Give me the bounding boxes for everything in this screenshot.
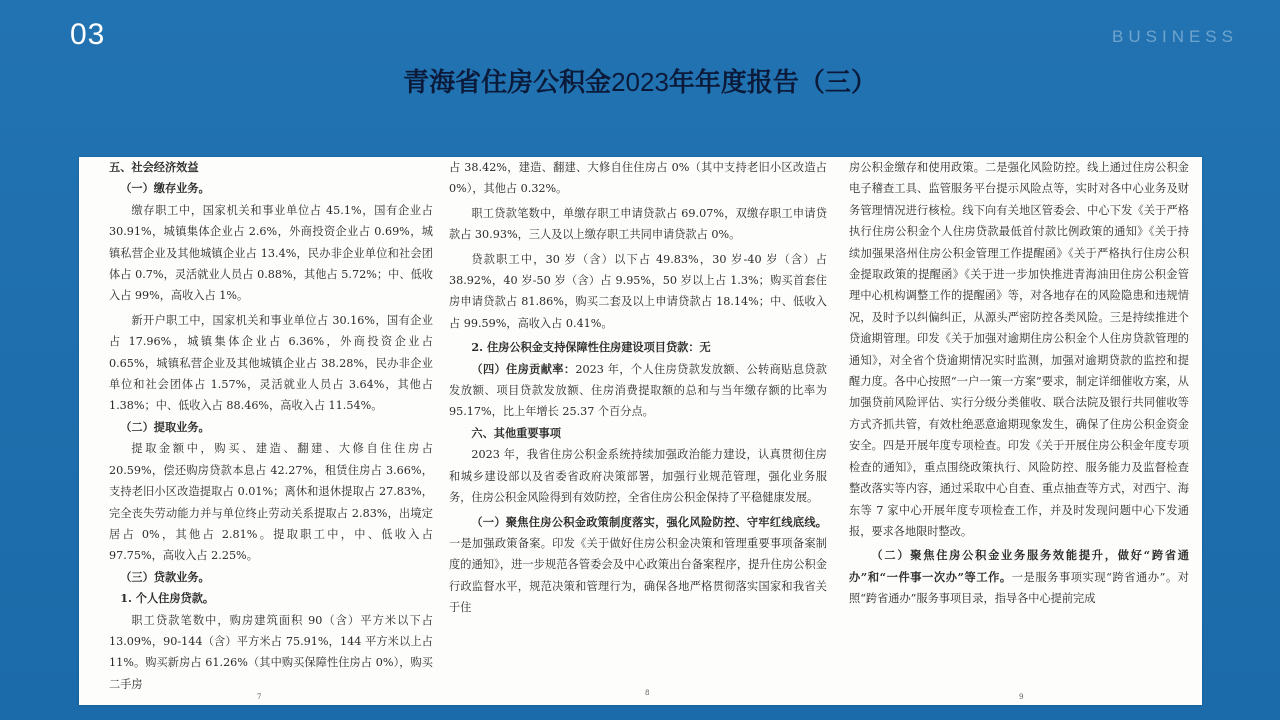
- section-heading: 五、社会经济效益: [109, 160, 199, 174]
- paragraph: 缴存职工中，国家机关和事业单位占 45.1%，国有企业占 30.91%，城镇集体企业占 2.6%，外商投资企业占 0.69%，城镇私营企业及其他城镇企业占 13.4%，民办非企业单位和社会团体占 0.7%，灵活就业人员占 0.88%，其他占 5.72%；中、低收入占 99%，高收入占 1%。: [109, 203, 433, 303]
- subsection-heading: 1. 个人住房贷款。: [120, 591, 215, 606]
- paragraph-lead: （一）聚焦住房公积金政策制度落实，强化风险防控、守牢红线底线。: [471, 514, 827, 529]
- section-heading: 六、其他重要事项: [471, 425, 561, 440]
- slide-number: 03: [70, 18, 106, 51]
- subsection-heading: 2. 住房公积金支持保障性住房建设项目贷款：无: [471, 340, 711, 355]
- document-column-1: [109, 157, 433, 705]
- page-number: 9: [1019, 693, 1024, 701]
- brand-text: BUSINESS: [1112, 27, 1238, 46]
- page-number: 7: [257, 693, 262, 701]
- subsection-heading: （三）贷款业务。: [120, 569, 210, 584]
- title-part-1: 青海省住房公积金: [403, 68, 612, 98]
- paragraph: 2023 年，我省住房公积金系统持续加强政治能力建设，认真贯彻住房和城乡建设部以及省委省政府决策部署，加强行业规范管理，强化业务服务，住房公积金风险得到有效防控，全省住房公积金保持了平稳健康发展。: [449, 448, 827, 505]
- document-scan: [79, 157, 1202, 705]
- paragraph: [449, 512, 827, 619]
- subsection-heading: （二）提取业务。: [120, 419, 210, 434]
- paragraph: [449, 359, 827, 423]
- paragraph: 贷款职工中，30 岁（含）以下占 49.83%，30 岁-40 岁（含）占 38.92%，40 岁-50 岁（含）占 9.95%，50 岁以上占 1.3%；购买首套住房申请贷款占 81.86%，购买二套及以上申请贷款占 18.14%；中、低收入占 99.59%，高收入占 0.41%。: [449, 252, 827, 330]
- paragraph: 占 38.42%，建造、翻建、大修自住住房占 0%（其中支持老旧小区改造占 0%），其他占 0.32%。: [449, 161, 827, 196]
- paragraph-text: 一是加强政策备案。印发《关于做好住房公积金决策和管理重要事项备案制度的通知》，进一步规范各管委会及中心政策出台备案程序，提升住房公积金行政监督水平，规范决策和管理行为，确保各地严格贯彻落实国家和我省关于住: [449, 536, 827, 615]
- paragraph: 提取金额中，购买、建造、翻建、大修自住住房占 20.59%，偿还购房贷款本息占 42.27%，租赁住房占 3.66%，支持老旧小区改造提取占 0.01%；离休和退休提取占 27.83%，完全丧失劳动能力并与单位终止劳动关系提取占 2.83%，出境定居占 0%，其他占 2.81%。提取职工中，中、低收入占 97.75%，高收入占 2.25%。: [109, 442, 433, 563]
- paragraph: [849, 545, 1189, 609]
- title-year: 2023: [611, 67, 669, 97]
- title-part-2: 年年度报告（三）: [668, 68, 877, 98]
- paragraph: 职工贷款笔数中，单缴存职工申请贷款占 69.07%，双缴存职工申请贷款占 30.93%，三人及以上缴存职工共同申请贷款占 0%。: [449, 206, 827, 242]
- page-title: [0, 62, 1280, 99]
- paragraph-text: 2023 年，个人住房贷款发放额、公转商贴息贷款发放额、项目贷款发放额、住房消费提取额的总和与当年缴存额的比率为 95.17%，比上年增长 25.37 个百分点。: [449, 362, 827, 419]
- paragraph: 新开户职工中，国家机关和事业单位占 30.16%，国有企业占 17.96%，城镇集体企业占 6.36%，外商投资企业占 0.65%，城镇私营企业及其他城镇企业占 38.28%，民办非企业单位和社会团体占 1.57%，灵活就业人员占 3.64%，其他占 1.38%；中、低收入占 88.46%，高收入占 11.54%。: [109, 313, 433, 413]
- subsection-heading: （一）缴存业务。: [120, 181, 210, 196]
- document-column-2: [449, 157, 827, 705]
- paragraph-lead: （四）住房贡献率：: [471, 361, 576, 376]
- paragraph-text: 一是服务事项实现“跨省通办”。对照“跨省通办”服务事项目录，指导各中心提前完成: [849, 570, 1189, 606]
- paragraph-lead: （二）聚焦住房公积金业务服务效能提升，做好“跨省通办”和“一件事一次办”等工作。: [849, 548, 1189, 584]
- paragraph: 职工贷款笔数中，购房建筑面积 90（含）平方米以下占 13.09%，90-144（含）平方米占 75.91%，144 平方米以上占 11%。购买新房占 61.26%（其中购买保障性住房占 0%），购买二手房: [109, 613, 433, 691]
- page-number: 8: [645, 689, 650, 697]
- document-column-3: [849, 157, 1189, 705]
- paragraph: 房公积金缴存和使用政策。二是强化风险防控。线上通过住房公积金电子稽查工具、监管服务平台提示风险点等，实时对各中心业务及财务管理情况进行核检。线下向有关地区管委会、中心下发《关于严格执行住房公积金个人住房贷款最低首付款比例政策的通知》《关于持续加强果洛州住房公积金管理工作提醒函》《关于严格执行住房公积金提取政策的提醒函》《关于进一步加快推进青海油田住房公积金管理中心机构调整工作的提醒函》等，对各地存在的风险隐患和违规情况，及时予以纠偏纠正，从源头严密防控各类风险。三是持续推进个贷逾期管理。印发《关于加强对逾期住房公积金个人住房贷款管理的通知》，对全省个贷逾期情况实时监测，加强对逾期贷款的监控和提醒力度。各中心按照“一户一策一方案”要求，制定详细催收方案，从加强贷前风险评估、实行分级分类催收、联合法院及银行共同催收等方式齐抓共管，有效杜绝恶意逾期现象发生，确保了住房公积金资金安全。四是开展年度专项检查。印发《关于开展住房公积金年度专项检查的通知》，重点围绕政策执行、风险防控、服务能力及监督检查整改落实等内容，通过采取中心自查、重点抽查等方式，对西宁、海东等 7 家中心开展年度专项检查工作，并及时发现问题中心下发通报，要求各地限时整改。: [849, 161, 1189, 538]
